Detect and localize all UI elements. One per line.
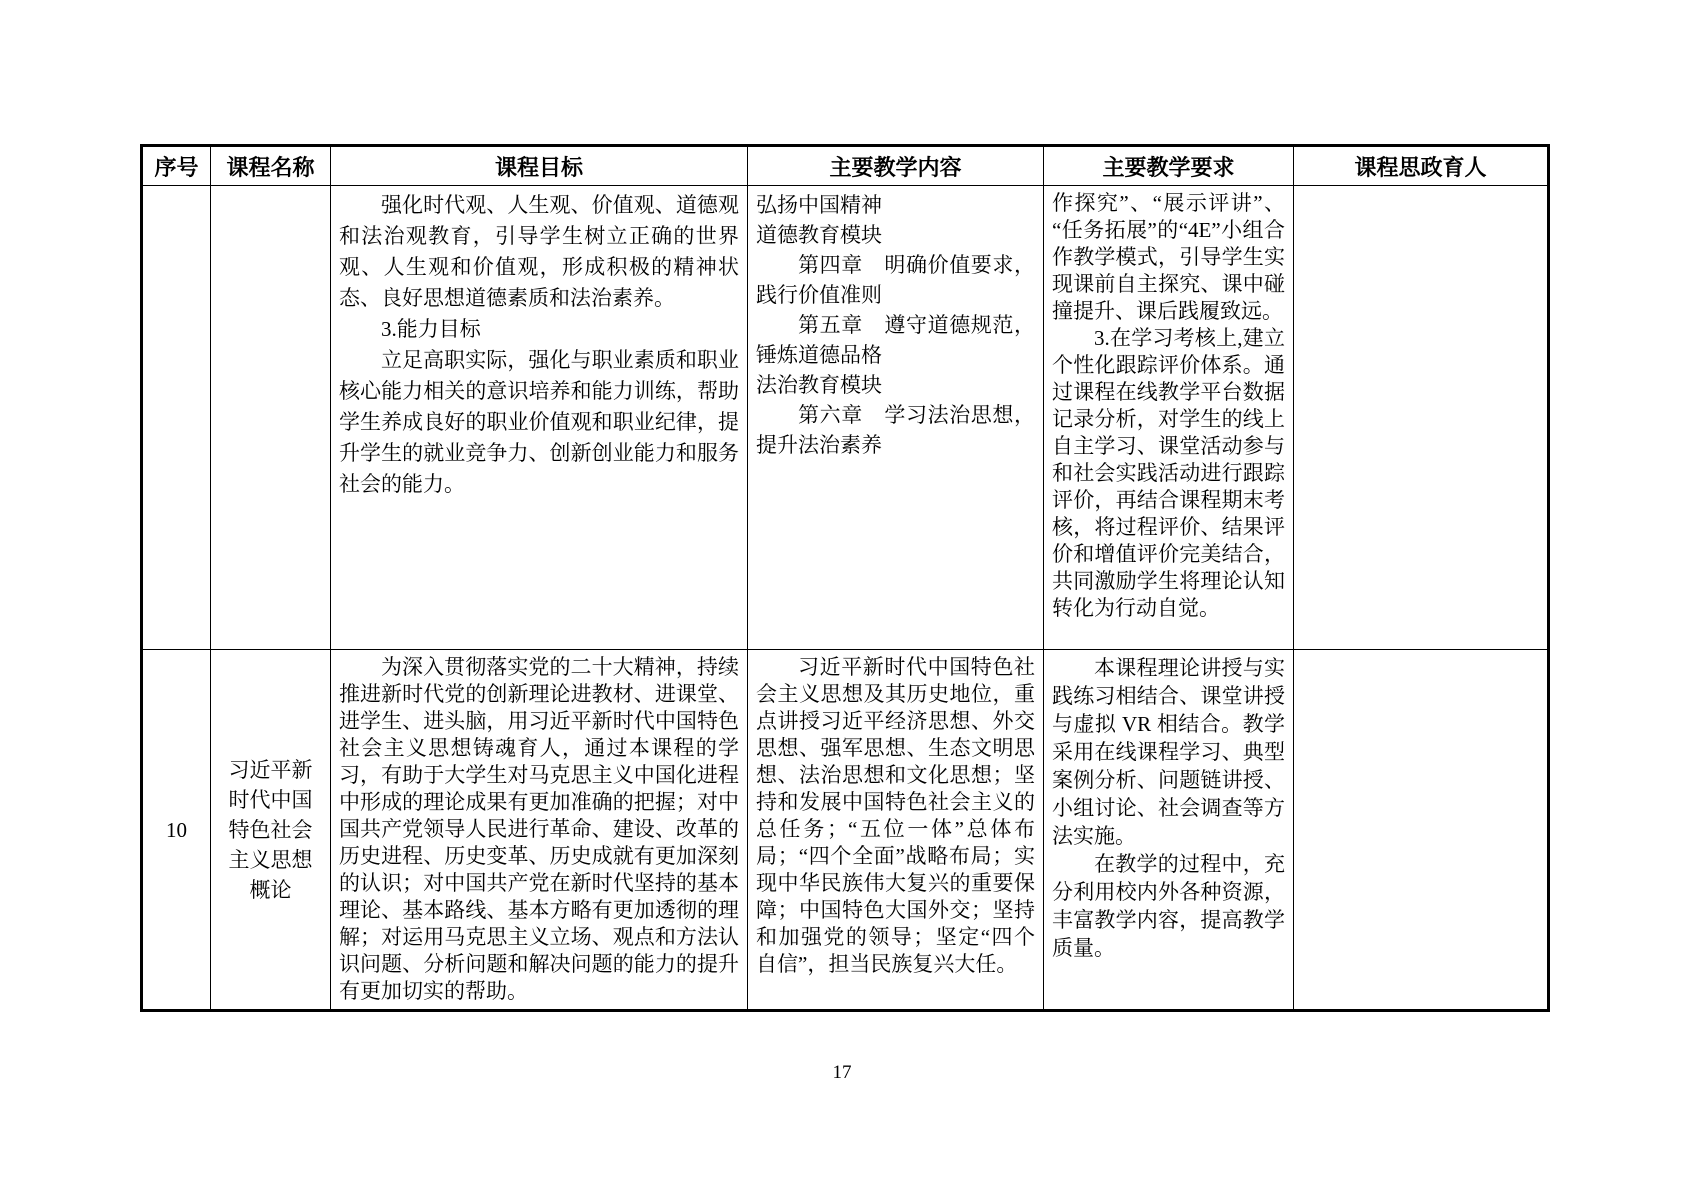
cell-requirements bbox=[1044, 650, 1294, 1011]
paragraph: 在教学的过程中，充分利用校内外各种资源，丰富教学内容，提高教学质量。 bbox=[1052, 852, 1285, 960]
paragraph: 习近平新时代中国特色社会主义思想及其历史地位，重点讲授习近平经济思想、外交思想、强军思想、生态文明思想、法治思想和文化思想；坚持和发展中国特色社会主义的总任务；“五位一体”总体布局；“四个全面”战略布局；实现中华民族伟大复兴的重要保障；中国特色大国外交；坚持和加强党的领导；坚定“四个自信”，担当民族复兴大任。 bbox=[756, 655, 1035, 976]
cell-seq: 10 bbox=[142, 650, 211, 1011]
header-course-name: 课程名称 bbox=[211, 146, 331, 186]
table-header bbox=[142, 146, 1549, 186]
course-syllabus-table bbox=[140, 144, 1550, 1012]
paragraph: 第五章 遵守道德规范，锤炼道德品格 bbox=[756, 313, 1035, 367]
paragraph: 第六章 学习法治思想，提升法治素养 bbox=[756, 403, 1035, 457]
cell-objectives bbox=[331, 186, 748, 650]
cell-course-name: 习近平新时代中国特色社会主义思想概论 bbox=[211, 650, 331, 1011]
header-seq: 序号 bbox=[142, 146, 211, 186]
paragraph: 第四章 明确价值要求，践行价值准则 bbox=[756, 253, 1035, 307]
paragraph: 3.能力目标 bbox=[381, 317, 481, 341]
header-requirements: 主要教学要求 bbox=[1044, 146, 1294, 186]
header-objectives: 课程目标 bbox=[331, 146, 748, 186]
cell-ideology bbox=[1294, 650, 1549, 1011]
paragraph: 立足高职实际，强化与职业素质和职业核心能力相关的意识培养和能力训练，帮助学生养成良好的职业价值观和职业纪律，提升学生的就业竞争力、创新创业能力和服务社会的能力。 bbox=[339, 348, 739, 496]
paragraph: 法治教育模块 bbox=[756, 373, 882, 397]
cell-requirements bbox=[1044, 186, 1294, 650]
cell-seq bbox=[142, 186, 211, 650]
header-row bbox=[142, 146, 1549, 186]
cell-course-name bbox=[211, 186, 331, 650]
cell-ideology bbox=[1294, 186, 1549, 650]
paragraph: 道德教育模块 bbox=[756, 223, 882, 247]
cell-objectives bbox=[331, 650, 748, 1011]
paragraph: 为深入贯彻落实党的二十大精神，持续推进新时代党的创新理论进教材、进课堂、进学生、进头脑，用习近平新时代中国特色社会主义思想铸魂育人，通过本课程的学习，有助于大学生对马克思主义中国化进程中形成的理论成果有更加准确的把握；对中国共产党领导人民进行革命、建设、改革的历史进程、历史变革、历史成就有更加深刻的认识；对中国共产党在新时代坚持的基本理论、基本路线、基本方略有更加透彻的理解；对运用马克思主义立场、观点和方法认识问题、分析问题和解决问题的能力的提升有更加切实的帮助。 bbox=[339, 655, 739, 1003]
paragraph: 作探究”、“展示评讲”、“任务拓展”的“4E”小组合作教学模式，引导学生实现课前自主探究、课中碰撞提升、课后践履致远。 bbox=[1052, 191, 1285, 323]
header-ideology: 课程思政育人 bbox=[1294, 146, 1549, 186]
cell-content bbox=[748, 650, 1044, 1011]
paragraph: 弘扬中国精神 bbox=[756, 193, 882, 217]
header-content: 主要教学内容 bbox=[748, 146, 1044, 186]
cell-content bbox=[748, 186, 1044, 650]
table-body bbox=[142, 186, 1549, 1011]
paragraph: 3.在学习考核上,建立个性化跟踪评价体系。通过课程在线教学平台数据记录分析，对学生的线上自主学习、课堂活动参与和社会实践活动进行跟踪评价，再结合课程期末考核，将过程评价、结果评价和增值评价完美结合，共同激励学生将理论认知转化为行动自觉。 bbox=[1052, 326, 1285, 620]
table-row bbox=[142, 650, 1549, 1011]
paragraph: 强化时代观、人生观、价值观、道德观和法治观教育，引导学生树立正确的世界观、人生观和价值观，形成积极的精神状态、良好思想道德素质和法治素养。 bbox=[339, 193, 739, 310]
table-row bbox=[142, 186, 1549, 650]
paragraph: 本课程理论讲授与实践练习相结合、课堂讲授与虚拟 VR 相结合。教学采用在线课程学习、典型案例分析、问题链讲授、小组讨论、社会调查等方法实施。 bbox=[1052, 656, 1285, 848]
page-number: 17 bbox=[832, 1062, 852, 1083]
